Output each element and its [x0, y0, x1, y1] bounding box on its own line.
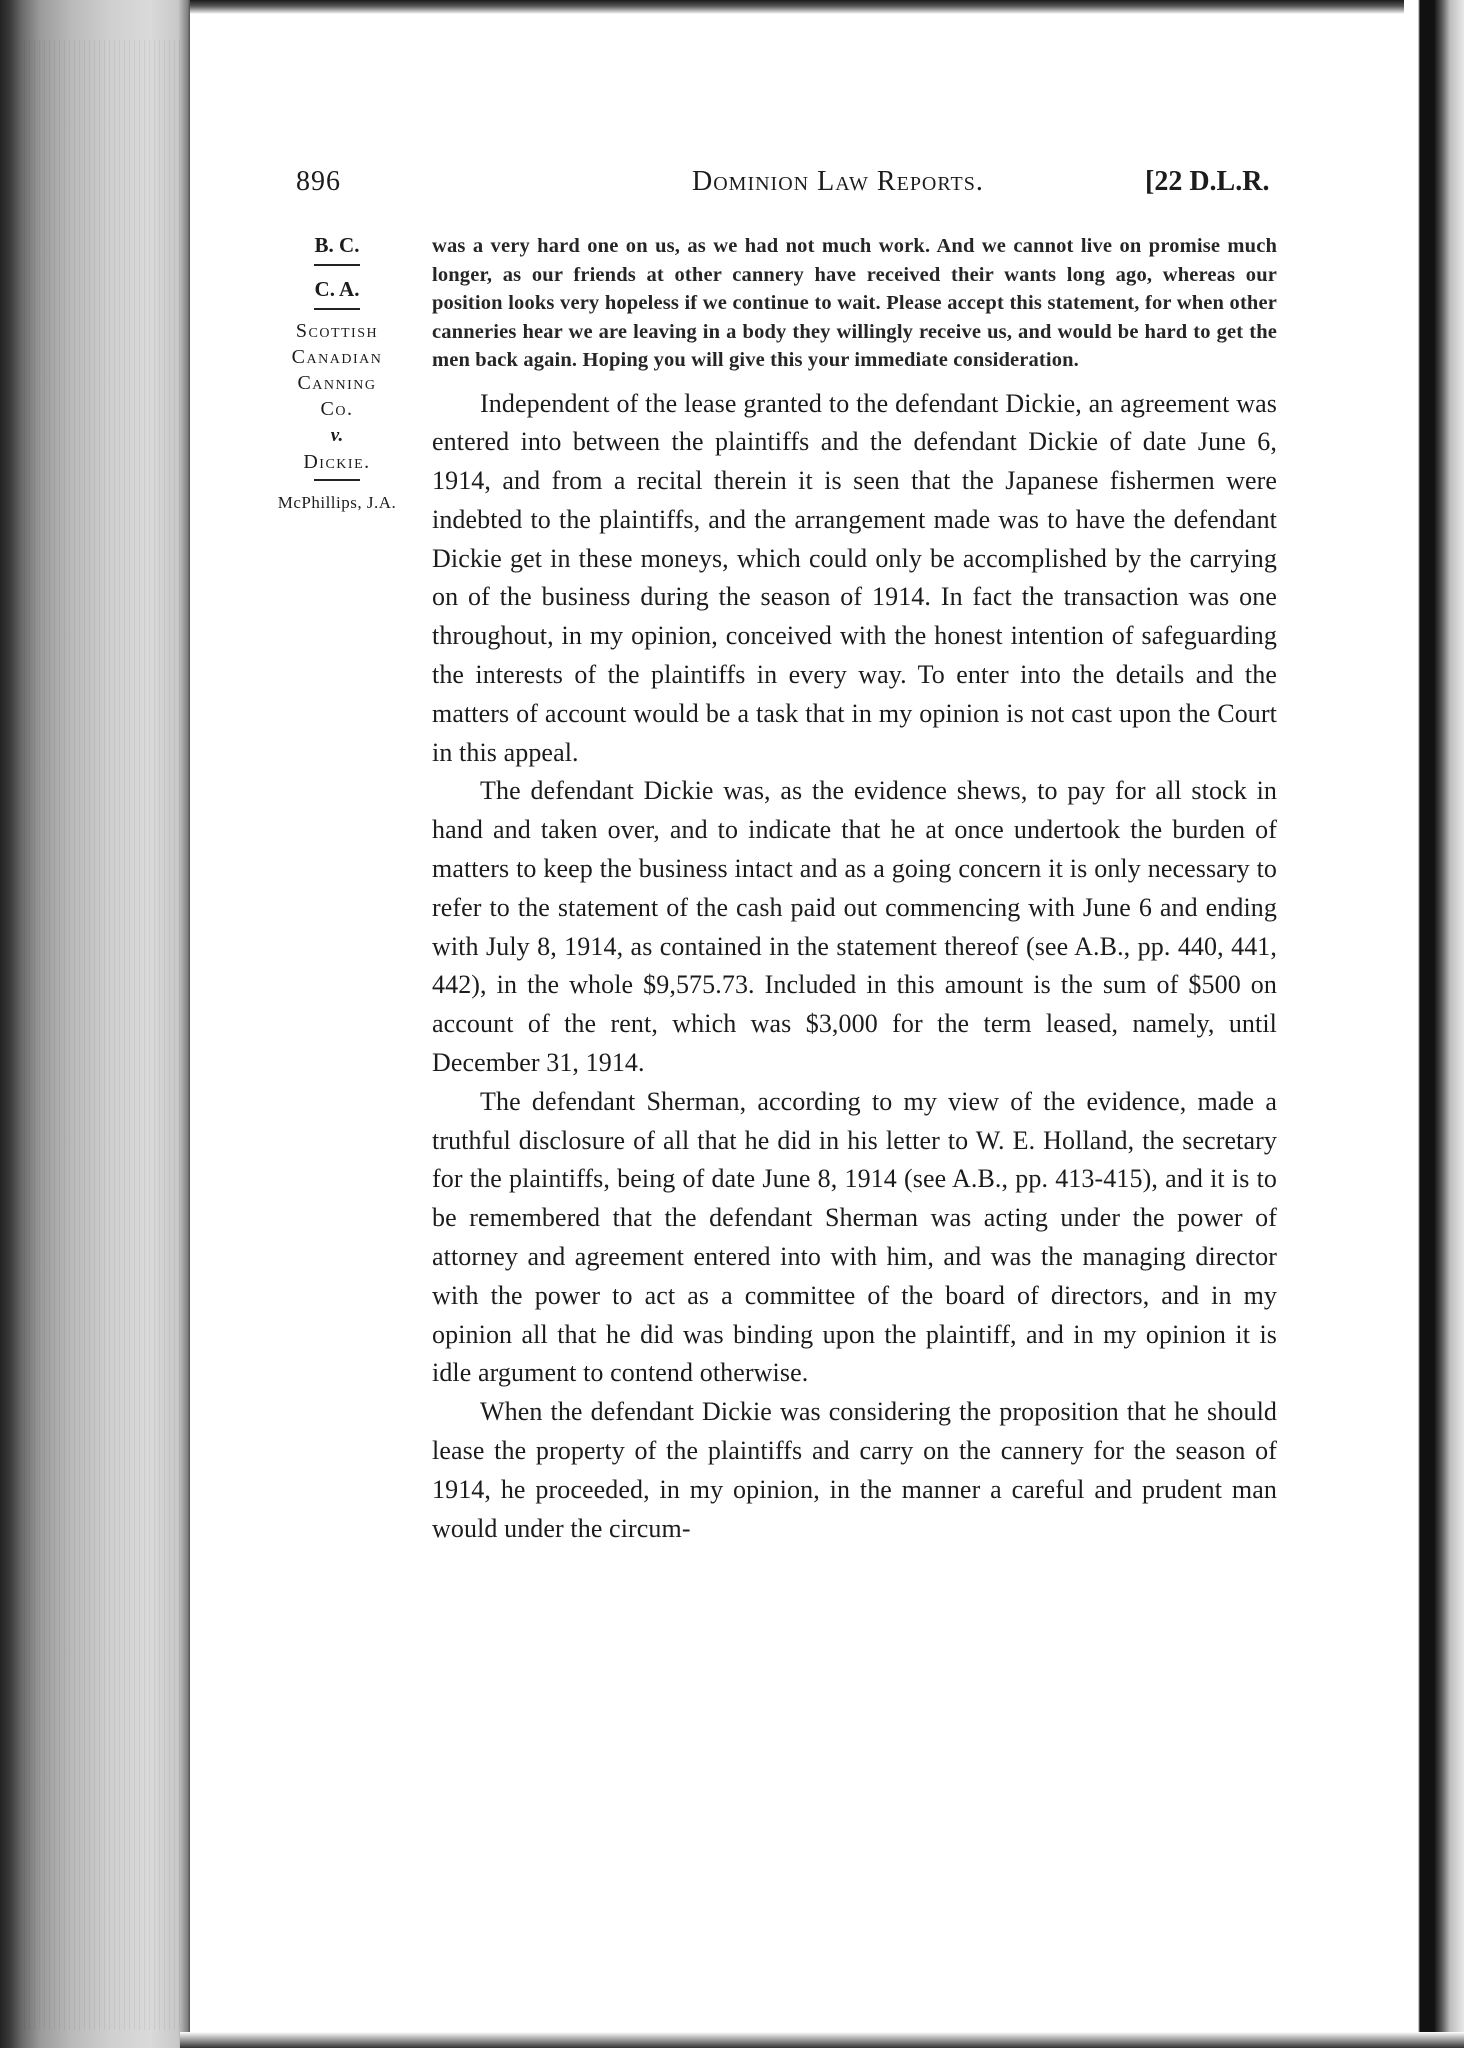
main-text — [432, 232, 1277, 1548]
paragraph: The defendant Sherman, according to my view of the evidence, made a truthful disclosure of all that he did in his letter to W. E. Holland, the secretary for the plaintiffs, being of date June 8, 1914 (see A.B., pp. 413-415), and it is to be remembered that the defendant Sherman was acting under the power of attorney and agreement entered into with him, and was the managing director with the power to act as a committee of the board of directors, and in my opinion all that he did was binding upon the plaintiff, and in my opinion it is idle argument to contend otherwise. — [432, 1086, 1277, 1388]
side-note-rule — [314, 479, 360, 481]
side-note-court: C. A. — [314, 277, 360, 301]
paragraph: When the defendant Dickie was considering the proposition that he should lease the property of the plaintiffs and carry on the cannery for the season of 1914, he proceeded, in my opinion, in the manner a careful and prudent man would under the circum- — [432, 1397, 1277, 1543]
side-note-party-1: Scottish — [295, 320, 379, 342]
side-note-party-1: Co. — [320, 398, 354, 420]
quoted-letter: was a very hard one on us, as we had not much work. And we cannot live on promise much longer, as our friends at other cannery have received their wants long ago, whereas our position looks very hopeless if we continue to wait. Please accept this statement, for when other canneries hear we are leaving in a body they willingly receive us, and would be hard to get the men back again. Hoping you will give this your immediate consideration. — [432, 235, 1277, 371]
right-binding-edge — [1404, 0, 1464, 2048]
running-head — [0, 166, 1464, 206]
volume-reference: [22 D.L.R. — [1145, 166, 1270, 197]
journal-title: Dominion Law Reports. — [692, 166, 984, 197]
side-note — [262, 230, 412, 516]
page-number: 896 — [296, 166, 341, 197]
paragraph: Independent of the lease granted to the defendant Dickie, an agreement was entered into between the plaintiffs and the defendant Dickie of date June 6, 1914, and from a recital therein it is seen that the Japanese fishermen were indebted to the plaintiffs, and the arrangement made was to have the defendant Dickie get in these moneys, which could only be accomplished by the carrying on of the business during the season of 1914. In fact the transaction was one throughout, in my opinion, conceived with the honest intention of safeguarding the interests of the plaintiffs in every way. To enter into the details and the matters of account would be a task that in my opinion is not cast upon the Court in this appeal. — [432, 388, 1277, 767]
side-note-province: B. C. — [314, 233, 360, 257]
side-note-rule — [314, 264, 360, 266]
bottom-edge — [180, 2032, 1464, 2048]
book-page-edges — [0, 0, 190, 2048]
paragraph: The defendant Dickie was, as the evidence shews, to pay for all stock in hand and taken over, and to indicate that he at once undertook the burden of matters to keep the business intact and as a going concern it is only necessary to refer to the statement of the cash paid out commencing with June 6 and ending with July 8, 1914, as contained in the statement thereof (see A.B., pp. 440, 441, 442), in the whole $9,575.73. Included in this amount is the sum of $500 on account of the rent, which was $3,000 for the term leased, namely, until December 31, 1914. — [432, 776, 1277, 1078]
side-note-rule — [314, 308, 360, 310]
top-shadow — [190, 0, 1464, 14]
side-note-party-1: Canadian — [291, 346, 383, 368]
page-edge-lines — [24, 40, 184, 2030]
side-note-judge: McPhillips, J.A. — [277, 493, 397, 512]
side-note-versus: v. — [330, 425, 344, 446]
side-note-party-1: Canning — [297, 372, 377, 394]
side-note-party-2: Dickie. — [303, 451, 371, 473]
